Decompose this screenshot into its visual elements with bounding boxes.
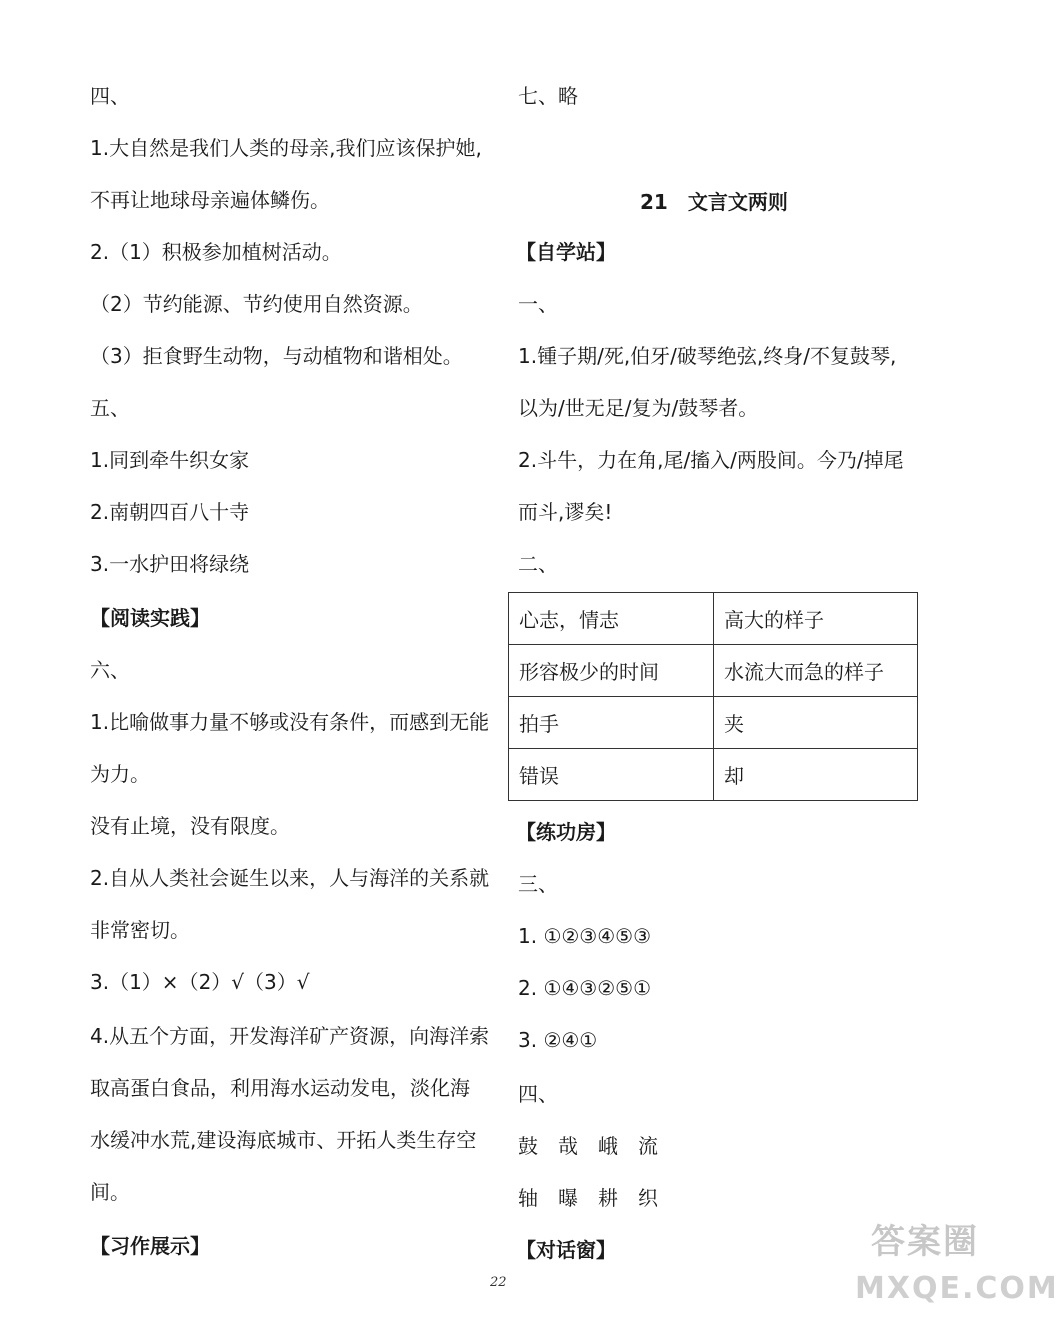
- section-7-answer: 七、略: [518, 84, 578, 108]
- section-4b-heading: 四、: [518, 1082, 558, 1106]
- answer-4b-row1: 鼓 哉 峨 流: [518, 1134, 658, 1158]
- self-study-heading: 【自学站】: [516, 240, 616, 264]
- table-row: [509, 593, 918, 645]
- table-row: [509, 749, 918, 801]
- site-watermark: [855, 1215, 1059, 1333]
- answer-4-2-2: （2）节约能源、节约使用自然资源。: [90, 292, 423, 316]
- answer-3-2: 2. ①④③②⑤①: [518, 976, 652, 1000]
- answer-3-1: 1. ①②③④⑤③: [518, 924, 652, 948]
- table-cell: 高大的样子: [714, 593, 918, 645]
- table-cell: 夹: [714, 697, 918, 749]
- answer-1-1-line2: 以为/世无足/复为/鼓琴者。: [518, 396, 759, 420]
- table-cell: 却: [714, 749, 918, 801]
- watermark-url-text: MXQE.COM: [855, 1271, 1059, 1306]
- section-4-heading: 四、: [90, 84, 130, 108]
- section-5-heading: 五、: [90, 396, 130, 420]
- dialogue-window-heading: 【对话窗】: [516, 1238, 616, 1262]
- answer-5-3: 3.一水护田将绿绕: [90, 552, 250, 576]
- section-6-heading: 六、: [90, 658, 130, 682]
- practice-room-heading: 【练功房】: [516, 820, 616, 844]
- table-row: [509, 697, 918, 749]
- table-cell: 水流大而急的样子: [714, 645, 918, 697]
- answer-1-2-line2: 而斗,谬矣!: [518, 500, 613, 524]
- answer-4-2-3: （3）拒食野生动物，与动植物和谐相处。: [90, 344, 463, 368]
- section-2-heading: 二、: [518, 552, 558, 576]
- answer-6-2-line2: 非常密切。: [90, 918, 190, 942]
- table-cell: 错误: [509, 749, 714, 801]
- table-cell: 心志，情志: [509, 593, 714, 645]
- answer-1-1-line1: 1.锺子期/死,伯牙/破琴绝弦,终身/不复鼓琴,: [518, 344, 897, 368]
- table-cell: 拍手: [509, 697, 714, 749]
- answer-6-1-line2: 为力。: [90, 762, 150, 786]
- answer-1-2-line1: 2.斗牛，力在角,尾/搐入/两股间。今乃/掉尾: [518, 448, 904, 472]
- answer-4-2-1: 2.（1）积极参加植树活动。: [90, 240, 342, 264]
- answer-4-1-line1: 1.大自然是我们人类的母亲,我们应该保护她,: [90, 136, 482, 160]
- section-3-heading: 三、: [518, 872, 558, 896]
- answer-6-2-line1: 2.自从人类社会诞生以来，人与海洋的关系就: [90, 866, 490, 890]
- lesson-title: 21 文言文两则: [640, 190, 788, 214]
- answer-6-4-line4: 间。: [90, 1180, 130, 1204]
- answer-6-4-line2: 取高蛋白食品，利用海水运动发电，淡化海: [90, 1076, 470, 1100]
- table-cell: 形容极少的时间: [509, 645, 714, 697]
- page-number: 22: [490, 1275, 507, 1290]
- vocab-answer-table: [508, 592, 918, 801]
- watermark-logo-text: 答案圈: [871, 1222, 979, 1262]
- section-1-heading: 一、: [518, 292, 558, 316]
- answer-5-2: 2.南朝四百八十寺: [90, 500, 250, 524]
- answer-4b-row2: 轴 曝 耕 织: [518, 1186, 658, 1210]
- answer-6-4-line3: 水缓冲水荒,建设海底城市、开拓人类生存空: [90, 1128, 477, 1152]
- reading-practice-heading: 【阅读实践】: [90, 606, 210, 630]
- answer-6-1-line3: 没有止境，没有限度。: [90, 814, 290, 838]
- answer-6-3: 3.（1）×（2）√（3）√: [90, 970, 310, 994]
- table-row: [509, 645, 918, 697]
- answer-4-1-line2: 不再让地球母亲遍体鳞伤。: [90, 188, 330, 212]
- answer-6-4-line1: 4.从五个方面，开发海洋矿产资源，向海洋索: [90, 1024, 490, 1048]
- answer-3-3: 3. ②④①: [518, 1028, 598, 1052]
- answer-5-1: 1.同到牵牛织女家: [90, 448, 250, 472]
- answer-6-1-line1: 1.比喻做事力量不够或没有条件，而感到无能: [90, 710, 490, 734]
- writing-showcase-heading: 【习作展示】: [90, 1234, 210, 1258]
